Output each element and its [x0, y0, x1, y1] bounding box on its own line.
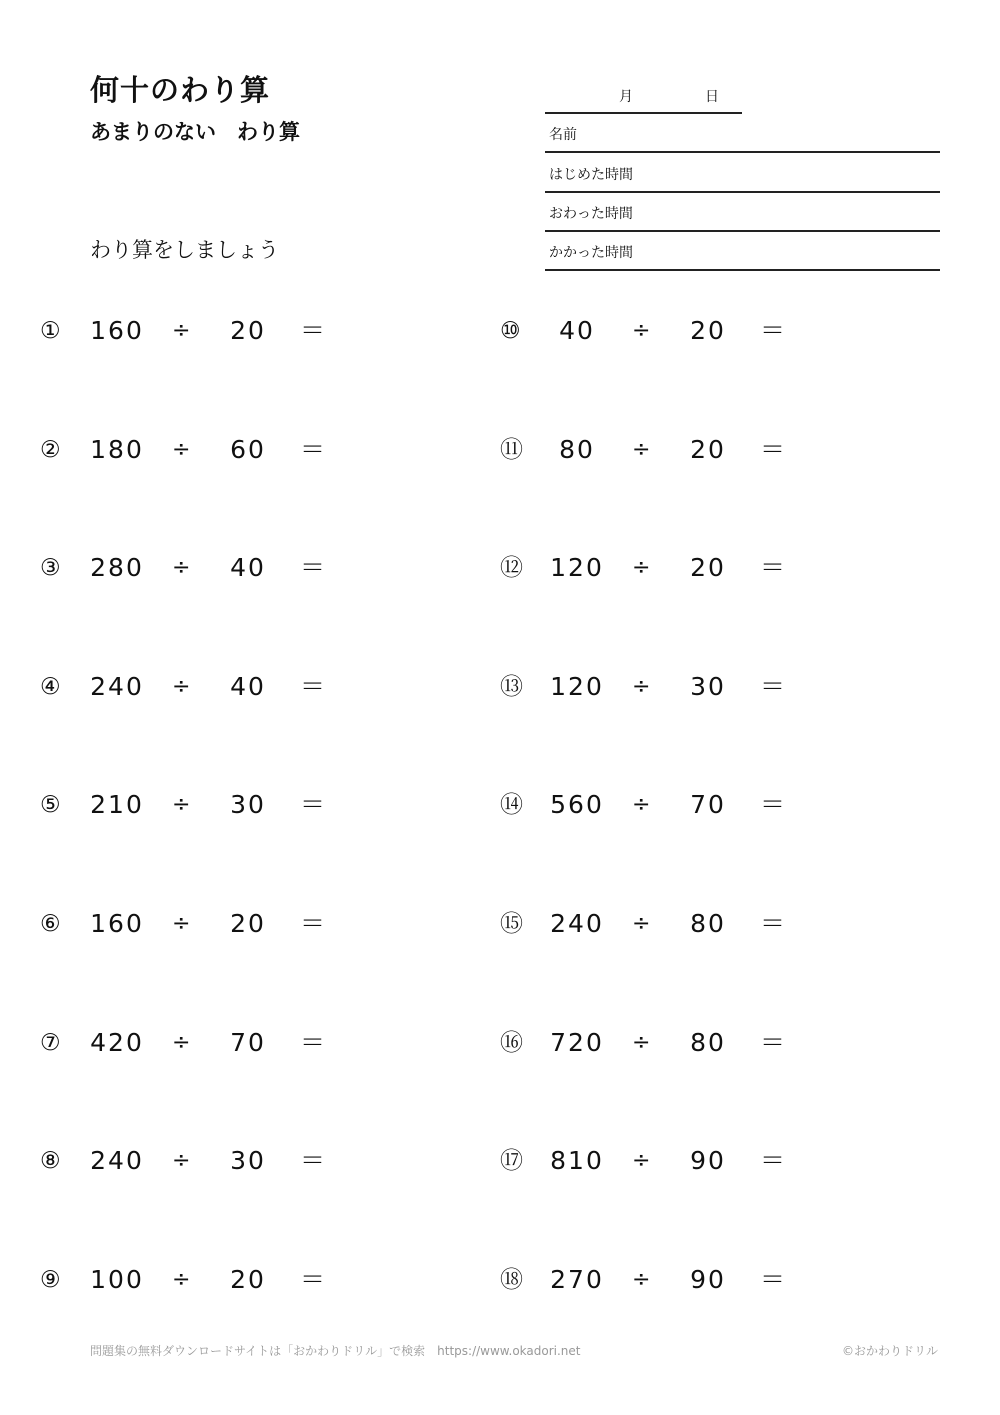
- day-label: 日: [705, 89, 719, 105]
- divisor: 60: [230, 435, 266, 464]
- divide-sign: ÷: [172, 792, 191, 817]
- divide-sign: ÷: [632, 911, 651, 936]
- problem-number: ③: [40, 555, 61, 581]
- dividend: 240: [90, 1146, 144, 1175]
- problem-item: [40, 430, 460, 470]
- problem-number: ⑧: [40, 1148, 61, 1174]
- dividend: 560: [550, 790, 604, 819]
- divisor: 20: [230, 316, 266, 345]
- equals-sign: ＝: [760, 1028, 786, 1057]
- problem-number: ⑬: [500, 674, 523, 700]
- divisor: 40: [230, 553, 266, 582]
- dividend: 40: [559, 316, 595, 345]
- problem-item: [40, 904, 460, 944]
- divide-sign: ÷: [172, 437, 191, 462]
- divisor: 20: [690, 435, 726, 464]
- problem-number: ⑥: [40, 911, 61, 937]
- dividend: 240: [90, 672, 144, 701]
- dividend: 160: [90, 909, 144, 938]
- dividend: 720: [550, 1028, 604, 1057]
- end-time-field: [545, 194, 940, 232]
- problem-item: [500, 1023, 920, 1063]
- divisor: 30: [230, 790, 266, 819]
- equals-sign: ＝: [760, 672, 786, 701]
- divide-sign: ÷: [632, 674, 651, 699]
- divisor: 30: [690, 672, 726, 701]
- problem-item: [40, 667, 460, 707]
- equals-sign: ＝: [760, 790, 786, 819]
- divisor: 20: [690, 316, 726, 345]
- divisor: 80: [690, 1028, 726, 1057]
- problem-item: [40, 785, 460, 825]
- equals-sign: ＝: [300, 672, 326, 701]
- divide-sign: ÷: [172, 674, 191, 699]
- dividend: 160: [90, 316, 144, 345]
- divide-sign: ÷: [632, 437, 651, 462]
- divide-sign: ÷: [172, 1148, 191, 1173]
- divisor: 90: [690, 1265, 726, 1294]
- equals-sign: ＝: [760, 316, 786, 345]
- dividend: 420: [90, 1028, 144, 1057]
- equals-sign: ＝: [300, 435, 326, 464]
- dividend: 270: [550, 1265, 604, 1294]
- instruction-text: わり算をしましょう: [90, 238, 279, 262]
- problem-number: ⑱: [500, 1267, 523, 1293]
- problem-number: ⑨: [40, 1267, 61, 1293]
- divide-sign: ÷: [632, 1030, 651, 1055]
- equals-sign: ＝: [760, 909, 786, 938]
- problem-number: ⑮: [500, 911, 523, 937]
- problem-item: [500, 667, 920, 707]
- divide-sign: ÷: [172, 1030, 191, 1055]
- problem-item: [40, 1023, 460, 1063]
- equals-sign: ＝: [760, 553, 786, 582]
- divisor: 20: [230, 1265, 266, 1294]
- problem-item: [500, 785, 920, 825]
- equals-sign: ＝: [760, 1146, 786, 1175]
- problem-item: [500, 904, 920, 944]
- divisor: 30: [230, 1146, 266, 1175]
- divide-sign: ÷: [172, 911, 191, 936]
- end-time-label: おわった時間: [549, 206, 633, 222]
- date-field: [545, 82, 742, 114]
- problem-item: [500, 1141, 920, 1181]
- problem-number: ⑫: [500, 555, 523, 581]
- worksheet-subtitle: あまりのない わり算: [90, 120, 300, 144]
- divide-sign: ÷: [172, 1267, 191, 1292]
- equals-sign: ＝: [300, 1265, 326, 1294]
- problem-number: ②: [40, 437, 61, 463]
- problem-number: ⑪: [500, 437, 523, 463]
- divisor: 20: [230, 909, 266, 938]
- divide-sign: ÷: [632, 555, 651, 580]
- month-label: 月: [619, 89, 633, 105]
- equals-sign: ＝: [760, 435, 786, 464]
- divisor: 40: [230, 672, 266, 701]
- footer-site-text: 問題集の無料ダウンロードサイトは「おかわりドリル」で検索 https://www.okadori.net: [90, 1344, 581, 1358]
- equals-sign: ＝: [300, 1146, 326, 1175]
- divisor: 70: [690, 790, 726, 819]
- problem-item: [40, 1260, 460, 1300]
- problem-item: [500, 1260, 920, 1300]
- dividend: 100: [90, 1265, 144, 1294]
- equals-sign: ＝: [300, 790, 326, 819]
- divide-sign: ÷: [172, 318, 191, 343]
- divide-sign: ÷: [632, 1148, 651, 1173]
- equals-sign: ＝: [760, 1265, 786, 1294]
- elapsed-time-field: [545, 233, 940, 271]
- problem-number: ⑤: [40, 792, 61, 818]
- name-field: [545, 115, 940, 153]
- name-label: 名前: [549, 127, 577, 143]
- problem-number: ①: [40, 318, 61, 344]
- problem-number: ⑯: [500, 1030, 523, 1056]
- problem-item: [40, 548, 460, 588]
- start-time-label: はじめた時間: [549, 167, 633, 183]
- elapsed-time-label: かかった時間: [549, 245, 633, 261]
- divisor: 80: [690, 909, 726, 938]
- problem-number: ⑭: [500, 792, 523, 818]
- divide-sign: ÷: [632, 1267, 651, 1292]
- equals-sign: ＝: [300, 1028, 326, 1057]
- dividend: 180: [90, 435, 144, 464]
- problem-item: [40, 311, 460, 351]
- dividend: 80: [559, 435, 595, 464]
- problem-item: [40, 1141, 460, 1181]
- dividend: 280: [90, 553, 144, 582]
- divisor: 90: [690, 1146, 726, 1175]
- problem-item: [500, 311, 920, 351]
- equals-sign: ＝: [300, 553, 326, 582]
- start-time-field: [545, 155, 940, 193]
- problem-item: [500, 430, 920, 470]
- dividend: 240: [550, 909, 604, 938]
- dividend: 810: [550, 1146, 604, 1175]
- equals-sign: ＝: [300, 316, 326, 345]
- problem-number: ⑦: [40, 1030, 61, 1056]
- problem-item: [500, 548, 920, 588]
- equals-sign: ＝: [300, 909, 326, 938]
- divisor: 70: [230, 1028, 266, 1057]
- problem-number: ⑰: [500, 1148, 523, 1174]
- divisor: 20: [690, 553, 726, 582]
- problem-number: ④: [40, 674, 61, 700]
- problem-number: ⑩: [500, 318, 521, 344]
- dividend: 210: [90, 790, 144, 819]
- worksheet-title: 何十のわり算: [90, 73, 271, 107]
- divide-sign: ÷: [632, 792, 651, 817]
- footer-copyright: ©おかわりドリル: [841, 1344, 938, 1358]
- divide-sign: ÷: [632, 318, 651, 343]
- divide-sign: ÷: [172, 555, 191, 580]
- dividend: 120: [550, 672, 604, 701]
- dividend: 120: [550, 553, 604, 582]
